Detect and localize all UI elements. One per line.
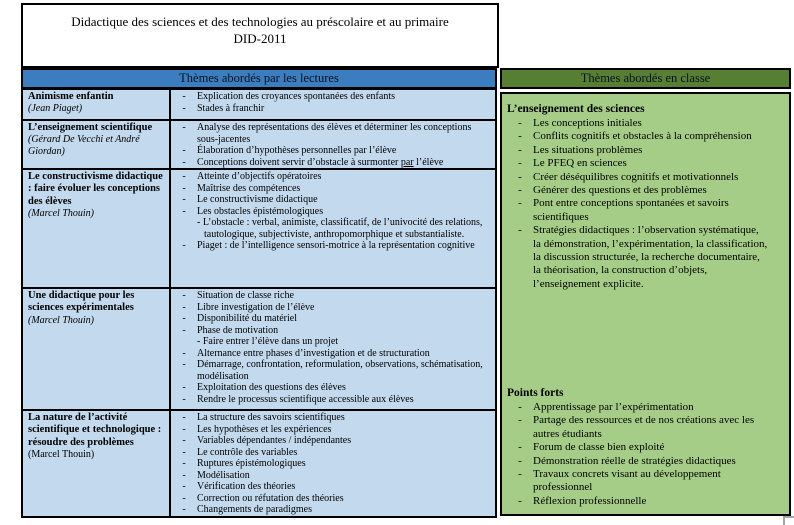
bullet-list <box>171 412 493 516</box>
bullet-item <box>171 122 493 145</box>
topic-title: L’enseignement scientifique <box>28 122 153 133</box>
dash-bullet: - <box>182 435 186 446</box>
bullet-item <box>171 157 493 169</box>
topic-author: (Marcel Thouin) <box>28 208 95 220</box>
bullet-text: Élaboration d’hypothèses personnelles par l’élève <box>197 145 397 156</box>
bullet-text: Pont entre conceptions spontanées et savoirs scientifiques <box>533 197 729 223</box>
items-cell <box>171 411 495 516</box>
dash-bullet: - <box>182 182 186 194</box>
bullet-item <box>171 183 493 195</box>
bullet-item <box>171 103 493 115</box>
dash-bullet: - <box>518 454 522 467</box>
course-title-box <box>21 3 499 68</box>
bullet-item <box>507 117 783 130</box>
bullet-text: Les situations problèmes <box>533 143 643 156</box>
topic-author: (Marcel Thouin) <box>28 449 95 461</box>
bullet-text: La structure des savoirs scientifiques <box>197 412 345 423</box>
section-enseignement-sciences <box>507 102 783 291</box>
sub-bullet-item <box>171 217 493 240</box>
bullet-text: Variables dépendantes / indépendantes <box>197 435 352 446</box>
bullet-item <box>507 197 783 224</box>
table-row <box>23 289 495 411</box>
bullet-text: Maîtrise des compétences <box>197 182 301 194</box>
bullet-text: Les conceptions initiales <box>533 117 642 130</box>
bullet-list <box>171 290 493 405</box>
dash-bullet: - <box>182 504 186 515</box>
bullet-item <box>171 348 493 360</box>
bullet-text: Apprentissage par l’expérimentation <box>533 401 694 414</box>
dash-bullet: - <box>182 446 186 458</box>
bullet-text: Exploitation des questions des élèves <box>197 382 346 393</box>
bullet-text: Générer des questions et des problèmes <box>533 184 707 197</box>
topic-cell <box>23 170 171 287</box>
bullet-text: Analyse des représentations des élèves et déterminer les conceptions sous-jacentes <box>197 122 472 145</box>
bullet-item <box>171 194 493 206</box>
bullet-item <box>171 359 493 382</box>
bullet-text: Rendre le processus scientifique accessible aux élèves <box>197 393 414 405</box>
table-row <box>23 121 495 170</box>
dash-bullet: - <box>182 301 186 313</box>
topic-cell <box>23 121 171 168</box>
bullet-text: Forum de classe bien exploité <box>533 441 665 454</box>
dash-bullet: - <box>518 224 522 237</box>
bullet-item <box>171 171 493 183</box>
topic-title: Une didactique pour les sciences expérimentales <box>28 290 135 314</box>
bullet-list <box>171 91 493 114</box>
bullet-text: Correction ou réfutation des théories <box>197 492 344 504</box>
bullet-item <box>171 290 493 302</box>
bullet-list <box>171 171 493 252</box>
bullet-text: Alternance entre phases d’investigation et de structuration <box>197 347 430 359</box>
bullet-item <box>507 495 783 508</box>
bullet-list <box>507 401 783 508</box>
dash-bullet: - <box>518 130 522 143</box>
dash-bullet: - <box>518 170 522 183</box>
topic-title: Le constructivisme didactique : faire évoluer les conceptions des élèves <box>28 171 163 207</box>
dash-bullet: - <box>182 313 186 324</box>
bullet-item <box>171 394 493 406</box>
topic-author: (Jean Piaget) <box>28 103 83 115</box>
dash-bullet: - <box>518 468 522 481</box>
dash-bullet: - <box>182 205 186 217</box>
bullet-item <box>507 455 783 468</box>
bullet-item <box>171 412 493 424</box>
bullet-item <box>171 91 493 103</box>
dash-bullet: - <box>518 184 522 197</box>
bullet-text: - Faire entrer l’élève dans un projet <box>197 336 339 347</box>
dash-bullet: - <box>182 122 186 133</box>
dash-bullet: - <box>518 441 522 454</box>
section-heading: L’enseignement des sciences <box>507 103 645 115</box>
dash-bullet: - <box>518 117 522 130</box>
topic-author: (Marcel Thouin) <box>28 314 95 326</box>
lectures-table <box>21 88 497 518</box>
bullet-text: Le PFEQ en sciences <box>533 157 627 170</box>
lectures-column-header-label: Thèmes abordés par les lectures <box>179 71 339 85</box>
bullet-text: Le constructivisme didactique <box>197 194 318 205</box>
bullet-item <box>507 224 783 291</box>
bullet-item <box>507 414 783 441</box>
bullet-item <box>171 458 493 470</box>
bullet-text: Conceptions doivent servir d’obstacle à surmonter par l’élève <box>197 156 444 168</box>
dash-bullet: - <box>182 359 186 370</box>
bullet-text: Libre investigation de l’élève <box>197 301 315 313</box>
dash-bullet: - <box>182 240 186 251</box>
dash-bullet: - <box>182 194 186 205</box>
bullet-item <box>507 401 783 414</box>
bullet-item <box>171 424 493 436</box>
bullet-text: Situation de classe riche <box>197 290 294 301</box>
bullet-text: Piaget : de l’intelligence sensori-motrice à la représentation cognitive <box>197 240 475 251</box>
bullet-text: Conflits cognitifs et obstacles à la compréhension <box>533 130 752 143</box>
dash-bullet: - <box>182 324 186 336</box>
dash-bullet: - <box>182 347 186 359</box>
dash-bullet: - <box>518 143 522 156</box>
bullet-item <box>171 435 493 447</box>
bullet-text: Créer déséquilibres cognitifs et motivationnels <box>533 170 739 183</box>
bullet-text: Phase de motivation <box>197 324 279 336</box>
bullet-item <box>507 468 783 495</box>
course-title: Didactique des sciences et des technologies au préscolaire et au primaire <box>71 14 449 29</box>
bullet-list <box>507 117 783 291</box>
bullet-text: Réflexion professionnelle <box>533 494 647 507</box>
bullet-text: Stades à franchir <box>197 102 265 114</box>
topic-title: Animisme enfantin <box>28 91 114 102</box>
bullet-item <box>507 130 783 143</box>
class-column-header-label: Thèmes abordés en classe <box>580 71 711 85</box>
bullet-text: Les obstacles épistémologiques <box>197 205 324 217</box>
table-row <box>23 411 495 516</box>
table-row <box>23 90 495 121</box>
dash-bullet: - <box>518 414 522 427</box>
bullet-text: Vérification des théories <box>197 481 296 492</box>
bullet-text: Ruptures épistémologiques <box>197 458 306 469</box>
dash-bullet: - <box>182 481 186 492</box>
section-points-forts <box>507 386 783 508</box>
bullet-text: Atteinte d’objectifs opératoires <box>197 171 322 182</box>
bullet-item <box>171 504 493 516</box>
class-column-header <box>500 68 791 89</box>
topic-title: La nature de l’activité scientifique et technologique : résoudre des problèmes <box>28 412 162 448</box>
sub-bullet-item <box>171 336 493 348</box>
items-cell <box>171 170 495 287</box>
dash-bullet: - <box>518 157 522 170</box>
dash-bullet: - <box>182 91 186 102</box>
dash-bullet: - <box>182 423 186 435</box>
bullet-text: Démarrage, confrontation, reformulation, observations, schématisation, modélisation <box>197 359 483 382</box>
bullet-item <box>171 302 493 314</box>
topic-author: (Gérard De Vecchi et André Giordan) <box>28 134 140 158</box>
dash-bullet: - <box>182 156 186 168</box>
dash-bullet: - <box>182 393 186 405</box>
bullet-text: Changements de paradigmes <box>197 504 312 515</box>
bullet-item <box>507 441 783 454</box>
bullet-text: Disponibilité du matériel <box>197 313 297 324</box>
bullet-item <box>507 144 783 157</box>
section-heading: Points forts <box>507 387 564 399</box>
items-cell <box>171 289 495 409</box>
bullet-text: Modélisation <box>197 469 250 481</box>
dash-bullet: - <box>518 494 522 507</box>
bullet-item <box>171 493 493 505</box>
topic-cell <box>23 289 171 409</box>
class-themes-panel <box>500 92 791 516</box>
topic-cell <box>23 411 171 516</box>
bullet-item <box>507 171 783 184</box>
dash-bullet: - <box>182 412 186 423</box>
bullet-text: Le contrôle des variables <box>197 446 298 458</box>
bullet-item <box>171 240 493 252</box>
bullet-list <box>171 122 493 168</box>
course-code: DID-2011 <box>233 30 287 46</box>
items-cell <box>171 90 495 119</box>
dash-bullet: - <box>182 492 186 504</box>
items-cell <box>171 121 495 168</box>
dash-bullet: - <box>518 197 522 210</box>
dash-bullet: - <box>182 145 186 156</box>
dash-bullet: - <box>182 382 186 393</box>
bullet-text: - L’obstacle : verbal, animiste, classificatif, de l’univocité des relations, tautologique, subjectiviste, anthropomorphique et substantialiste. <box>197 217 483 240</box>
bullet-item <box>171 145 493 157</box>
dash-bullet: - <box>182 171 186 182</box>
bullet-text: Partage des ressources et de nos créations avec les autres étudiants <box>533 414 755 440</box>
bullet-item <box>171 447 493 459</box>
bullet-text: Explication des croyances spontanées des enfants <box>197 91 395 102</box>
dash-bullet: - <box>182 102 186 114</box>
bullet-item <box>507 184 783 197</box>
dash-bullet: - <box>518 401 522 414</box>
lectures-column-header <box>21 68 497 89</box>
bullet-text: Travaux concrets visant au développement professionnel <box>533 468 721 494</box>
bullet-text: Les hypothèses et les expériences <box>197 423 332 435</box>
dash-bullet: - <box>182 458 186 469</box>
bullet-item <box>171 470 493 482</box>
dash-bullet: - <box>182 469 186 481</box>
bullet-item <box>171 313 493 325</box>
topic-cell <box>23 90 171 119</box>
bullet-item <box>171 382 493 394</box>
bullet-item <box>171 206 493 218</box>
bullet-item <box>507 157 783 170</box>
bullet-item <box>171 481 493 493</box>
table-row <box>23 170 495 289</box>
bullet-text: Démonstration réelle de stratégies didactiques <box>533 454 736 467</box>
dash-bullet: - <box>182 290 186 301</box>
bullet-text: Stratégies didactiques : l’observation systématique, la démonstration, l’expérimentation, la classification, la discussion structurée, la recherche documentaire, la théorisation, la construction d’objets, l’enseignement explicite. <box>533 224 768 290</box>
bullet-item <box>171 325 493 337</box>
